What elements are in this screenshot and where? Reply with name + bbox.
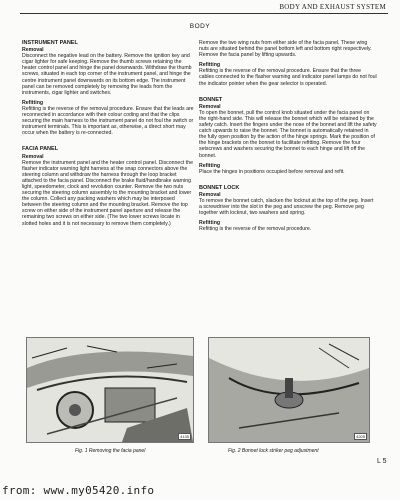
- paragraph: Remove the instrument panel and the heater control panel. Disconnect the flasher indicator warning light harness at the snap connectors above the steering column and withdraw the harness through the loop bracket attached to the facia panel. Disconnect the brake fluid/handbrake warning light, speedometer, clock and revolution counter. Remove the two nuts securing the steering column assembly to the mounting bracket and lower the column. Collect any packing washers which may be interposed between the steering column and the mounting bracket. Remove the top screw on either side of the instrument panel aperture and release the remaining two screws on either side. (The two lower screws locate in slotted holes and it is not necessary to remove them completely.): [22, 159, 194, 227]
- figure-1-caption: Fig. 1 Removing the facia panel: [75, 448, 146, 454]
- figure-code: 4135: [180, 434, 189, 439]
- section-heading: FACIA PANEL: [22, 146, 59, 153]
- figure-facia-panel: [26, 337, 194, 443]
- subheading: Removal: [199, 103, 221, 110]
- page-header-title: BODY AND EXHAUST SYSTEM: [279, 3, 386, 11]
- paragraph: Refitting is the reverse of the removal procedure.: [199, 226, 312, 233]
- subheading: Removal: [199, 191, 221, 198]
- paragraph: Disconnect the negative lead on the battery. Remove the ignition key and cigar lighter for safe keeping. Remove the thumb screws retaining the heater control panel and hinge the panel downwards. Withdraw the thumb screws, situated in each top corner of the instrument panel, and hinge the centre instrument panel downwards on its bottom edge. The instrument panel can be removed completely by removing the leads from the instruments, cigar lighter and switches.: [22, 53, 192, 96]
- figure-bonnet-lock: [208, 337, 370, 443]
- paragraph: Remove the two wing nuts from either side of the facia panel. These wing nuts are situated behind the panel bottom left and bottom right respectively. Remove the facia panel by lifting upwards.: [199, 40, 372, 59]
- section-heading: BONNET LOCK: [199, 184, 240, 191]
- subheading: Refitting: [199, 220, 221, 227]
- subheading: Refitting: [199, 62, 221, 69]
- right-column: [199, 40, 377, 236]
- facia-illustration-icon: [27, 338, 193, 442]
- figure-2-caption: Fig. 2 Bonnet lock striker peg adjustment: [228, 448, 319, 454]
- subheading: Refitting: [199, 162, 221, 169]
- subheading: Removal: [22, 153, 44, 160]
- page-number: L 5: [377, 458, 387, 465]
- source-watermark: from: www.my05420.info: [2, 484, 155, 497]
- subheading: Removal: [22, 47, 44, 54]
- section-heading: INSTRUMENT PANEL: [22, 40, 78, 46]
- paragraph: Refitting is the reverse of the removal procedure. Ensure that the three cables connected to the flasher warning and indicator panel lamps do not foul the indicator pointer when the gear selector is operated.: [199, 68, 377, 87]
- header-rule: [20, 13, 388, 14]
- section-heading: BONNET: [199, 96, 223, 103]
- figure-code: 4205: [356, 434, 365, 439]
- section-title: BODY: [189, 23, 211, 30]
- subheading: Refitting: [22, 99, 44, 106]
- paragraph: To open the bonnet, pull the control knob situated under the facia panel on the right-hand side. This will release the bonnet which will be retained by the safety catch. Insert the fingers under the nose of the bonnet and lift the safety catch upwards to raise the bonnet. The bonnet is automatically retained in the fully open position by the action of the hinge springs. Mark the position of the hinge brackets on the bonnet to facilitate refitting. Remove the four setscrews and washers securing the bonnet to each hinge and lift off the bonnet.: [199, 109, 377, 159]
- paragraph: To remove the bonnet catch, slacken the locknut at the top of the peg. Insert a screwdriver into the slot in the peg and unscrew the peg. Remove peg together with locknut, two washers and spring.: [199, 197, 374, 217]
- paragraph: Refitting is the reverse of the removal procedure. Ensure that the leads are reconnected in accordance with their colour coding and that the clips securing the main harness to the instrument panel do not foul the switch or instrument terminals. This is important as, otherwise, a direct short may occur when the battery is re-connected.: [22, 105, 194, 137]
- bonnet-lock-illustration-icon: [209, 338, 369, 442]
- paragraph: Place the hinges in positions occupied before removal and refit.: [199, 168, 345, 175]
- left-column: [22, 40, 194, 231]
